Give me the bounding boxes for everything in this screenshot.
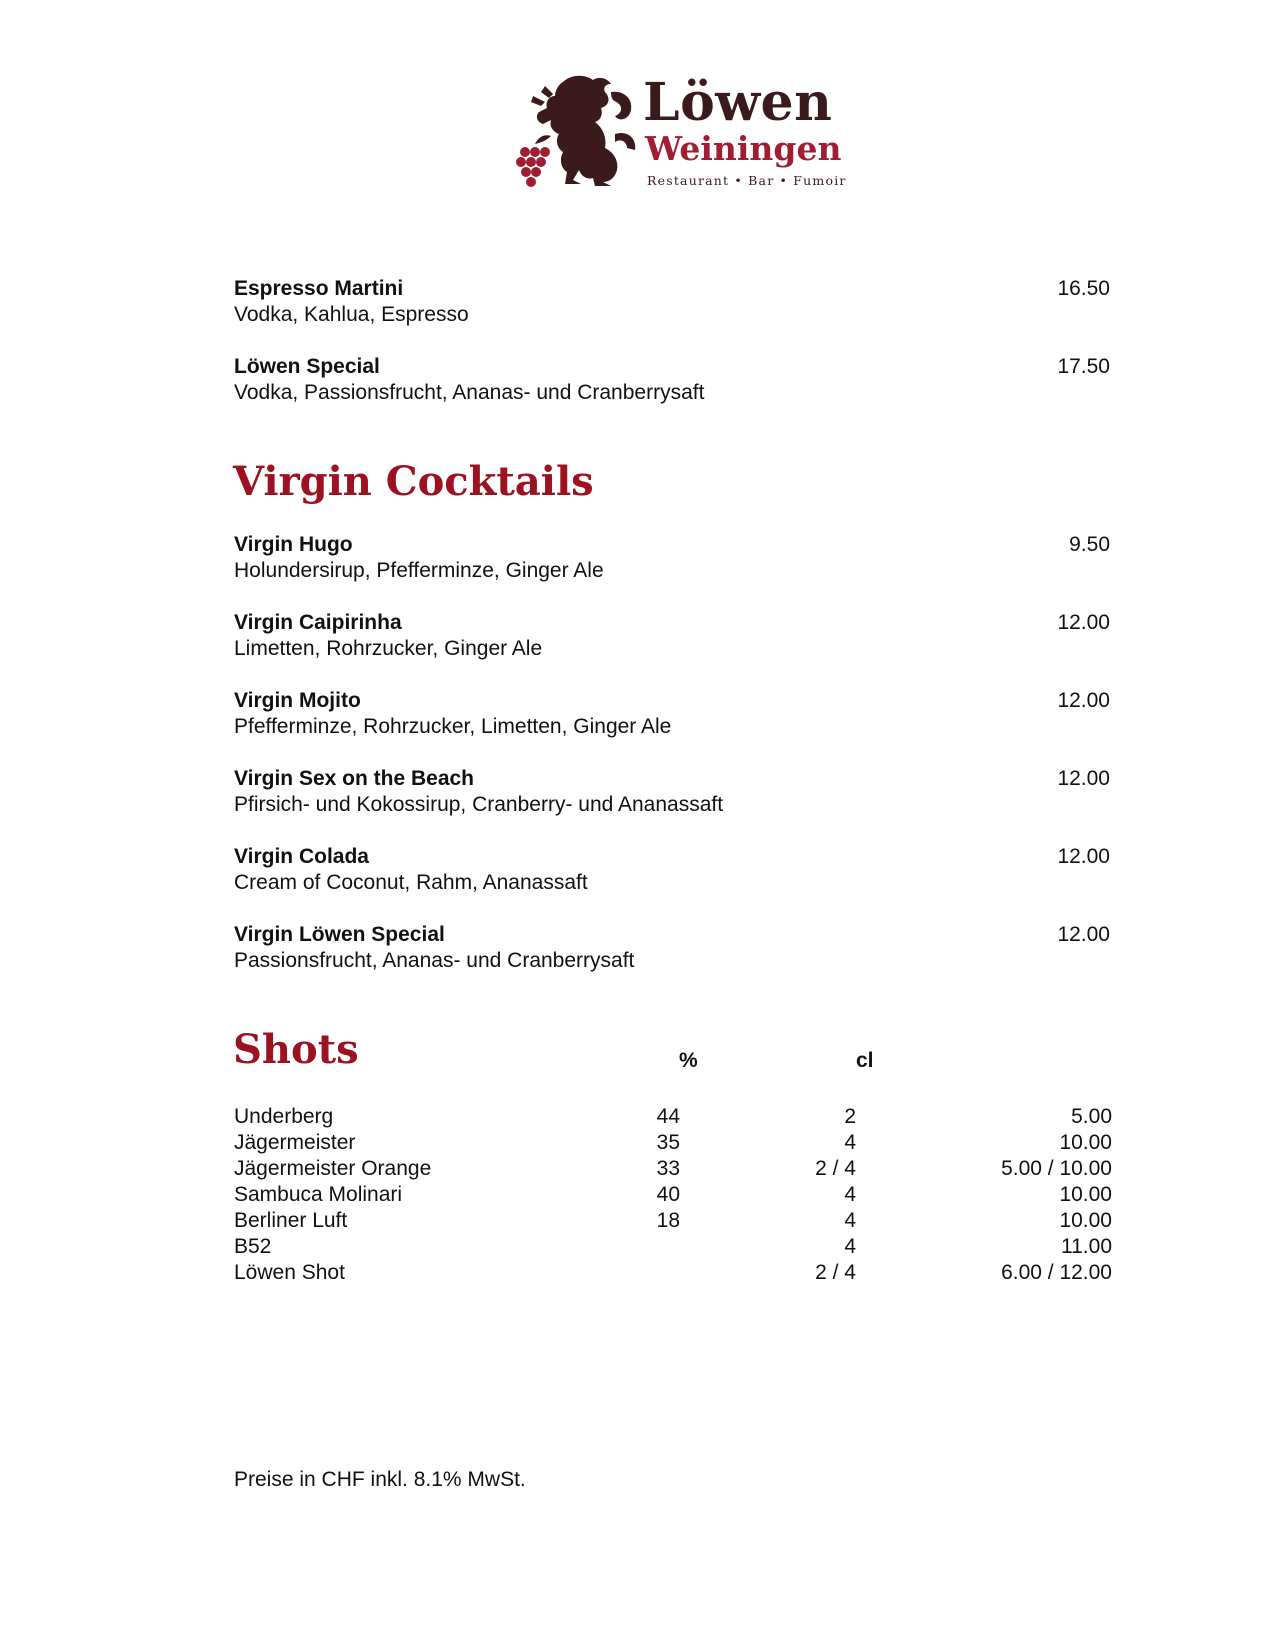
- restaurant-logo: [515, 72, 845, 202]
- shot-row: [234, 1104, 1112, 1130]
- shot-cl: 4: [844, 1131, 856, 1154]
- section-title-shots: Shots: [233, 1026, 359, 1073]
- price-note: Preise in CHF inkl. 8.1% MwSt.: [234, 1468, 526, 1491]
- shot-cl: 4: [844, 1183, 856, 1206]
- shot-cl: 2: [844, 1105, 856, 1128]
- shot-name: Berliner Luft: [234, 1209, 348, 1232]
- shot-cl: 2 / 4: [815, 1261, 856, 1284]
- item-description: Vodka, Passionsfrucht, Ananas- und Cranberrysaft: [234, 381, 705, 404]
- lion-crest-icon: [515, 72, 643, 192]
- shot-price: 11.00: [1061, 1235, 1112, 1258]
- shot-name: Underberg: [234, 1105, 334, 1128]
- item-price: 9.50: [1069, 533, 1110, 556]
- shot-name: Jägermeister: [234, 1131, 356, 1154]
- menu-item: [234, 844, 1110, 896]
- item-name: Virgin Caipirinha: [234, 611, 402, 634]
- shot-name: Jägermeister Orange: [234, 1157, 432, 1180]
- item-description: Pfefferminze, Rohrzucker, Limetten, Ginger Ale: [234, 715, 672, 738]
- shot-price: 10.00: [1059, 1209, 1112, 1232]
- column-header-percent: %: [679, 1049, 698, 1072]
- shot-percent: 35: [656, 1131, 680, 1154]
- shot-cl: 4: [844, 1209, 856, 1232]
- item-description: Holundersirup, Pfefferminze, Ginger Ale: [234, 559, 604, 582]
- menu-item: [234, 688, 1110, 740]
- shot-row: [234, 1130, 1112, 1156]
- item-description: Pfirsich- und Kokossirup, Cranberry- und Ananassaft: [234, 793, 724, 816]
- shot-name: B52: [234, 1235, 272, 1258]
- item-name: Virgin Löwen Special: [234, 923, 445, 946]
- section-title-virgin-cocktails: Virgin Cocktails: [233, 458, 594, 505]
- menu-item: [234, 532, 1110, 584]
- menu-item: [234, 354, 1110, 406]
- item-name: Löwen Special: [234, 355, 380, 378]
- shot-price: 10.00: [1059, 1183, 1112, 1206]
- shot-row: [234, 1156, 1112, 1182]
- column-header-cl: cl: [856, 1049, 874, 1072]
- item-name: Virgin Mojito: [234, 689, 361, 712]
- menu-item: [234, 922, 1110, 974]
- shot-price: 6.00 / 12.00: [1001, 1261, 1112, 1284]
- item-name: Virgin Colada: [234, 845, 369, 868]
- item-description: Passionsfrucht, Ananas- und Cranberrysaft: [234, 949, 635, 972]
- shot-percent: 40: [656, 1183, 680, 1206]
- item-description: Cream of Coconut, Rahm, Ananassaft: [234, 871, 588, 894]
- item-description: Limetten, Rohrzucker, Ginger Ale: [234, 637, 543, 660]
- logo-title: Löwen: [643, 72, 833, 133]
- shot-cl: 2 / 4: [815, 1157, 856, 1180]
- shot-row: [234, 1260, 1112, 1286]
- shot-price: 10.00: [1059, 1131, 1112, 1154]
- shot-row: [234, 1208, 1112, 1234]
- shot-percent: 44: [656, 1105, 680, 1128]
- item-price: 12.00: [1057, 611, 1110, 634]
- shot-name: Sambuca Molinari: [234, 1183, 403, 1206]
- item-name: Virgin Sex on the Beach: [234, 767, 475, 790]
- item-price: 12.00: [1057, 689, 1110, 712]
- menu-item: [234, 766, 1110, 818]
- shot-row: [234, 1182, 1112, 1208]
- item-price: 16.50: [1057, 277, 1110, 300]
- item-description: Vodka, Kahlua, Espresso: [234, 303, 469, 326]
- logo-subtitle: Weiningen: [645, 129, 842, 168]
- logo-tagline: Restaurant • Bar • Fumoir: [647, 173, 847, 188]
- menu-item: [234, 276, 1110, 328]
- shot-cl: 4: [844, 1235, 856, 1258]
- item-price: 12.00: [1057, 923, 1110, 946]
- shot-percent: 33: [656, 1157, 680, 1180]
- item-name: Virgin Hugo: [234, 533, 353, 556]
- item-price: 17.50: [1057, 355, 1110, 378]
- shot-percent: 18: [656, 1209, 680, 1232]
- shot-row: [234, 1234, 1112, 1260]
- item-price: 12.00: [1057, 767, 1110, 790]
- shot-name: Löwen Shot: [234, 1261, 345, 1284]
- shot-price: 5.00: [1071, 1105, 1112, 1128]
- menu-item: [234, 610, 1110, 662]
- item-price: 12.00: [1057, 845, 1110, 868]
- shot-price: 5.00 / 10.00: [1001, 1157, 1112, 1180]
- item-name: Espresso Martini: [234, 277, 404, 300]
